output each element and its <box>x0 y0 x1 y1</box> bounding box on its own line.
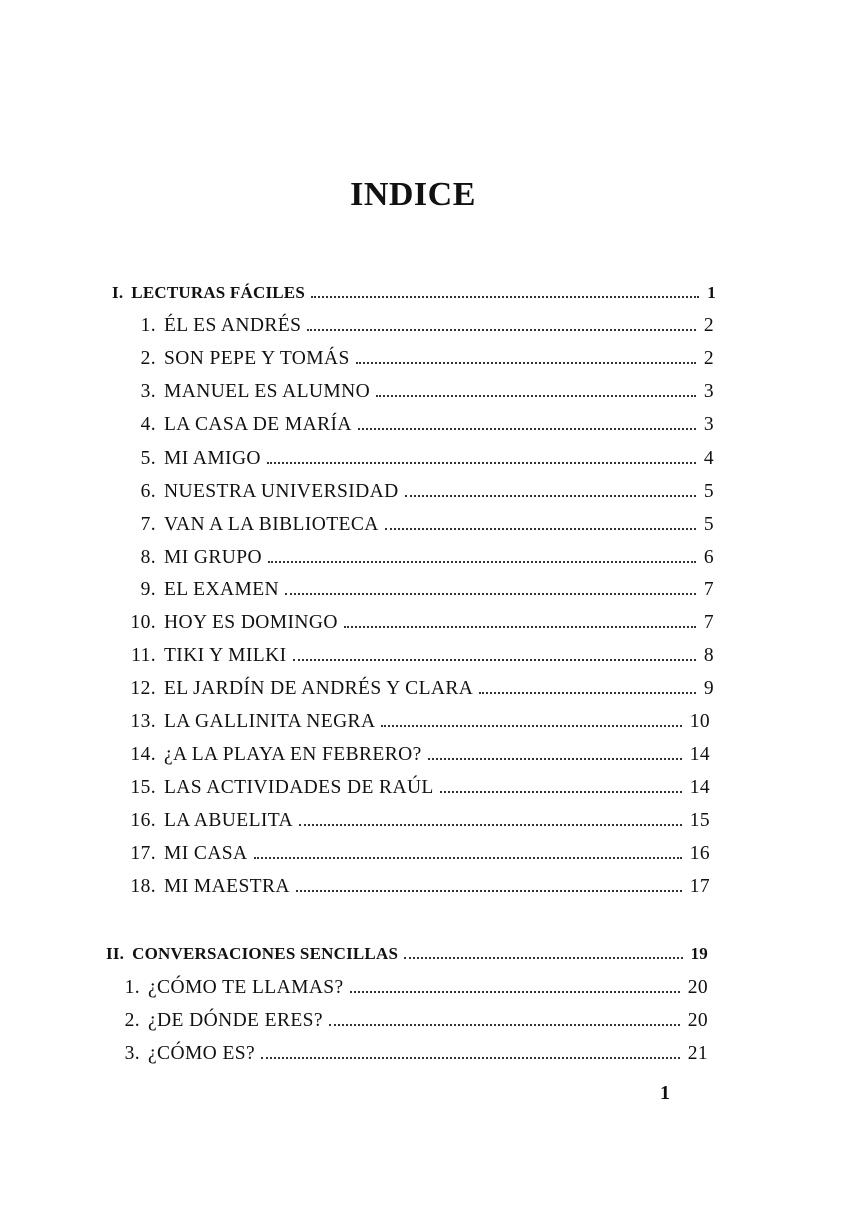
toc-item-number: 8. <box>140 547 156 568</box>
toc-item-number: 16. <box>130 810 156 831</box>
dot-leader <box>350 991 680 993</box>
toc-item-number: 1. <box>140 315 156 336</box>
toc-item-number: 17. <box>130 843 156 864</box>
toc-item <box>118 348 714 378</box>
toc-item-label: LA CASA DE MARÍA <box>164 414 352 435</box>
dot-leader <box>307 329 696 331</box>
dot-leader <box>356 362 696 364</box>
toc-item-number: 5. <box>140 448 156 469</box>
dot-leader <box>293 659 696 661</box>
dot-leader <box>428 758 682 760</box>
toc-page-number: 3 <box>703 414 714 435</box>
dot-leader <box>296 890 682 892</box>
toc-item-number: 15. <box>130 777 156 798</box>
dot-leader <box>329 1024 680 1026</box>
toc-item-number: 10. <box>130 612 156 633</box>
toc-page-number: 20 <box>687 977 708 998</box>
toc-item <box>118 843 710 873</box>
toc-item <box>118 612 714 642</box>
dot-leader <box>254 857 682 859</box>
page-number: 1 <box>660 1082 670 1104</box>
page-title: INDICE <box>350 176 476 213</box>
toc-item-label: SON PEPE Y TOMÁS <box>164 348 350 369</box>
toc-item-number: 1. <box>124 977 140 998</box>
toc-item-number: 18. <box>130 876 156 897</box>
toc-item-label: TIKI Y MILKI <box>164 645 287 666</box>
toc-item-number: 6. <box>140 481 156 502</box>
toc-page-number: 17 <box>689 876 710 897</box>
toc-page-number: 2 <box>703 348 714 369</box>
toc-page-number: 21 <box>687 1043 708 1064</box>
dot-leader <box>440 791 682 793</box>
toc-item-label: LA GALLINITA NEGRA <box>164 711 376 732</box>
dot-leader <box>285 593 696 595</box>
dot-leader <box>299 824 682 826</box>
toc-item-label: MI AMIGO <box>164 448 261 469</box>
toc-page-number: 14 <box>689 777 710 798</box>
toc-page-number: 7 <box>703 579 714 600</box>
dot-leader <box>381 725 681 727</box>
toc-item-number: 14. <box>130 744 156 765</box>
toc-item <box>118 876 710 906</box>
toc-page-number: 9 <box>703 678 714 699</box>
dot-leader <box>358 428 696 430</box>
toc-item <box>118 1010 708 1040</box>
toc-item-number: 2. <box>124 1010 140 1031</box>
toc-item-label: MANUEL ES ALUMNO <box>164 381 371 402</box>
dot-leader <box>479 692 696 694</box>
toc-page-number: 10 <box>689 711 710 732</box>
toc-item <box>118 711 710 741</box>
toc-item <box>118 414 714 444</box>
toc-page-number: 20 <box>687 1010 708 1031</box>
toc-item-number: 11. <box>131 645 156 666</box>
toc-item-number: 12. <box>130 678 156 699</box>
toc-item <box>118 381 714 411</box>
toc-item <box>118 448 714 478</box>
toc-item <box>118 977 708 1007</box>
toc-item-number: 13. <box>130 711 156 732</box>
toc-item-label: LA ABUELITA <box>164 810 294 831</box>
dot-leader <box>267 462 696 464</box>
toc-item-number: 7. <box>140 514 156 535</box>
toc-page-number: 8 <box>703 645 714 666</box>
toc-item <box>118 810 710 840</box>
toc-section-number: I. <box>112 283 124 302</box>
toc-page-number: 6 <box>703 547 714 568</box>
dot-leader <box>385 528 696 530</box>
toc-item-label: NUESTRA UNIVERSIDAD <box>164 481 399 502</box>
toc-page-number: 7 <box>703 612 714 633</box>
toc-item-label: ¿CÓMO TE LLAMAS? <box>148 977 344 998</box>
dot-leader <box>376 395 696 397</box>
toc-item-label: ÉL ES ANDRÉS <box>164 315 302 336</box>
toc-item <box>118 744 710 774</box>
dot-leader <box>268 561 696 563</box>
toc-item-label: HOY ES DOMINGO <box>164 612 338 633</box>
toc-item <box>118 514 714 544</box>
toc-item-number: 9. <box>140 579 156 600</box>
toc-page-number: 15 <box>689 810 710 831</box>
dot-leader <box>311 296 699 298</box>
toc-section <box>106 944 708 974</box>
toc-page-number: 4 <box>703 448 714 469</box>
toc-item-label: MI GRUPO <box>164 547 263 568</box>
dot-leader <box>261 1057 680 1059</box>
toc-item <box>118 481 714 511</box>
toc-page-number: 16 <box>689 843 710 864</box>
toc-page-number: 5 <box>703 481 714 502</box>
toc-section-number: II. <box>106 944 125 963</box>
toc-item-number: 3. <box>140 381 156 402</box>
toc-section <box>112 283 716 313</box>
toc-page-number: 2 <box>703 315 714 336</box>
toc-item <box>118 777 710 807</box>
dot-leader <box>344 626 696 628</box>
toc-item-label: MI CASA <box>164 843 248 864</box>
toc-item-label: ¿DE DÓNDE ERES? <box>148 1010 323 1031</box>
dot-leader <box>405 495 696 497</box>
toc-section-label: LECTURAS FÁCILES <box>131 283 305 302</box>
toc-item-label: ¿CÓMO ES? <box>148 1043 256 1064</box>
toc-item <box>118 547 714 577</box>
dot-leader <box>404 957 682 959</box>
toc-item <box>118 645 714 675</box>
toc-page-number: 3 <box>703 381 714 402</box>
toc-item-number: 4. <box>140 414 156 435</box>
toc-page-number: 5 <box>703 514 714 535</box>
toc-item <box>118 579 714 609</box>
toc-item <box>118 678 714 708</box>
toc-page-number: 14 <box>689 744 710 765</box>
toc-item-label: ¿A LA PLAYA EN FEBRERO? <box>164 744 422 765</box>
toc-item-label: LAS ACTIVIDADES DE RAÚL <box>164 777 434 798</box>
toc-item-label: VAN A LA BIBLIOTECA <box>164 514 379 535</box>
toc-item-number: 3. <box>124 1043 140 1064</box>
toc-page-number: 19 <box>690 944 708 963</box>
toc-item-label: MI MAESTRA <box>164 876 290 897</box>
toc-item <box>118 315 714 345</box>
toc-item-label: EL JARDÍN DE ANDRÉS Y CLARA <box>164 678 474 699</box>
toc-item-number: 2. <box>140 348 156 369</box>
toc-page-number: 1 <box>707 283 716 302</box>
toc-section-label: CONVERSACIONES SENCILLAS <box>132 944 399 963</box>
toc-item-label: EL EXAMEN <box>164 579 279 600</box>
toc-item <box>118 1043 708 1073</box>
